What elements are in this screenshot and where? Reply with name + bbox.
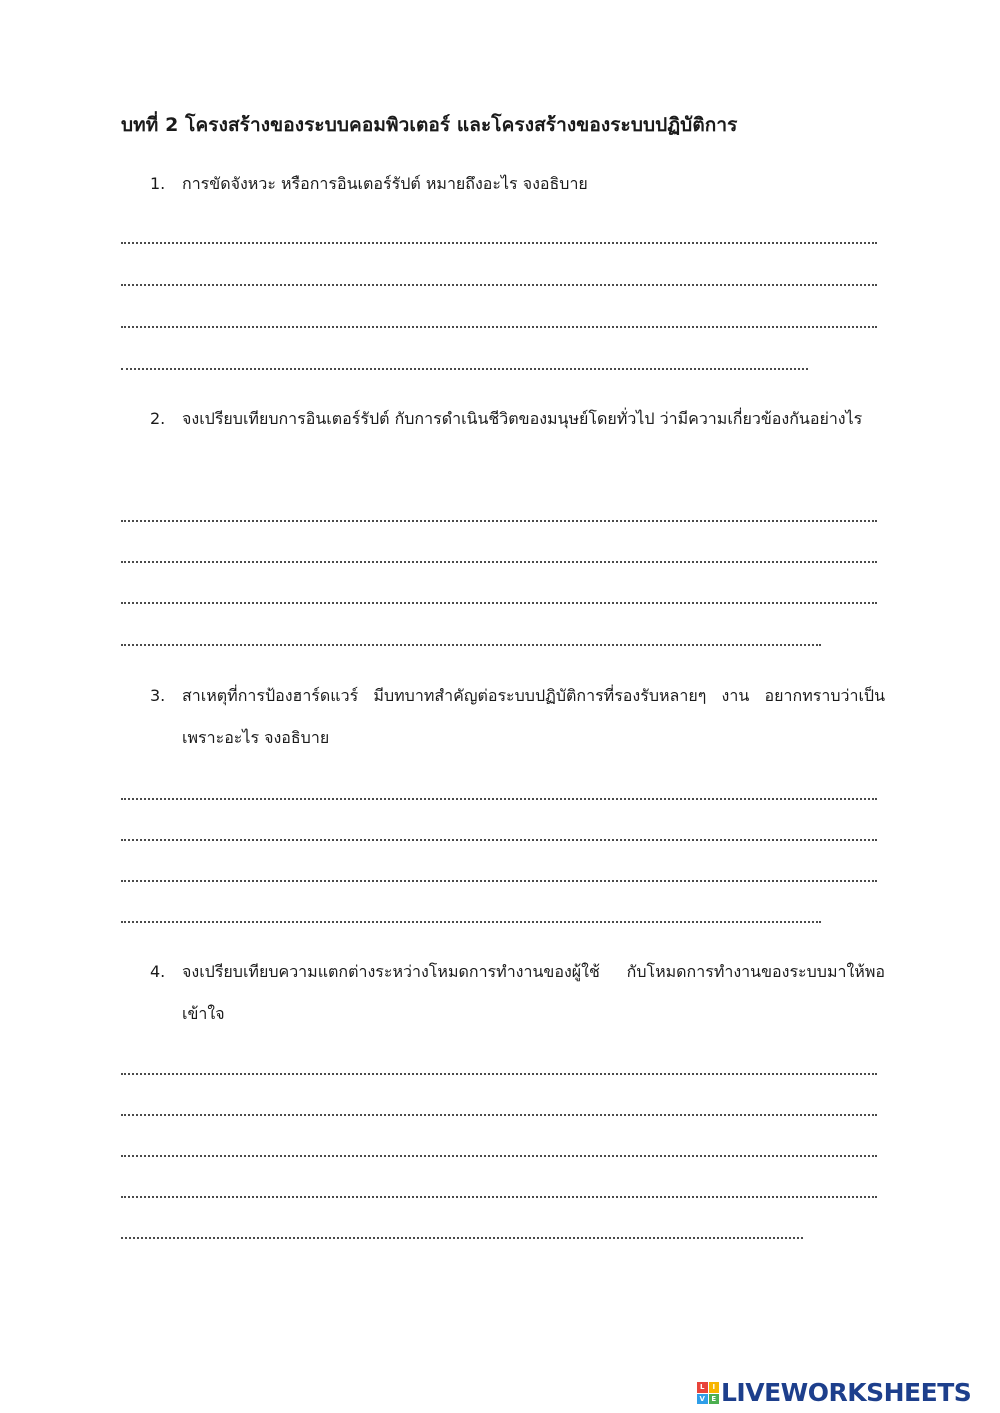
logo-letter: I [709, 1382, 720, 1393]
answer-line[interactable] [121, 561, 877, 563]
question-number: 1. [150, 174, 166, 193]
answer-line[interactable] [121, 520, 877, 522]
question-number: 3. [150, 686, 166, 705]
answer-line[interactable] [121, 602, 877, 604]
brand-name: LIVEWORKSHEETS [721, 1378, 972, 1407]
logo-letter: V [697, 1394, 708, 1405]
answer-line[interactable] [121, 921, 821, 923]
liveworksheets-brand [697, 1380, 971, 1406]
question-text: การขัดจังหวะ หรือการอินเตอร์รัปต์ หมายถึงอะไร จงอธิบาย [182, 174, 588, 193]
liveworksheets-logo-icon [697, 1382, 719, 1404]
question-3 [150, 675, 885, 759]
answer-line[interactable] [121, 1114, 877, 1116]
question-text: จงเปรียบเทียบความแตกต่างระหว่างโหมดการทำงานของผู้ใช้ กับโหมดการทำงานของระบบมาให้พอเข้าใจ [182, 962, 885, 1023]
page-title: บทที่ 2 โครงสร้างของระบบคอมพิวเตอร์ และโครงสร้างของระบบปฏิบัติการ [121, 114, 738, 136]
question-number: 4. [150, 962, 166, 981]
question-1 [150, 163, 885, 205]
logo-letter: E [709, 1394, 720, 1405]
answer-line[interactable] [121, 880, 877, 882]
answer-line[interactable] [121, 1196, 877, 1198]
answer-line[interactable] [121, 644, 821, 646]
question-4 [150, 951, 885, 1035]
answer-line[interactable] [121, 839, 877, 841]
answer-line[interactable] [121, 1237, 803, 1239]
answer-line[interactable] [121, 1155, 877, 1157]
question-text: จงเปรียบเทียบการอินเตอร์รัปต์ กับการดำเนินชีวิตของมนุษย์โดยทั่วไป ว่ามีความเกี่ยวข้องกันอย่างไร [182, 409, 863, 428]
answer-line[interactable] [121, 798, 877, 800]
logo-letter: L [697, 1382, 708, 1393]
answer-line[interactable] [121, 326, 877, 328]
question-2 [150, 398, 885, 440]
question-number: 2. [150, 409, 166, 428]
answer-line[interactable] [121, 368, 808, 370]
answer-line[interactable] [121, 284, 877, 286]
question-text: สาเหตุที่การป้องฮาร์ดแวร์ มีบทบาทสำคัญต่อระบบปฏิบัติการที่รองรับหลายๆ งาน อยากทราบว่าเป็นเพราะอะไร จงอธิบาย [182, 686, 885, 747]
answer-line[interactable] [121, 1073, 877, 1075]
answer-line[interactable] [121, 242, 877, 244]
